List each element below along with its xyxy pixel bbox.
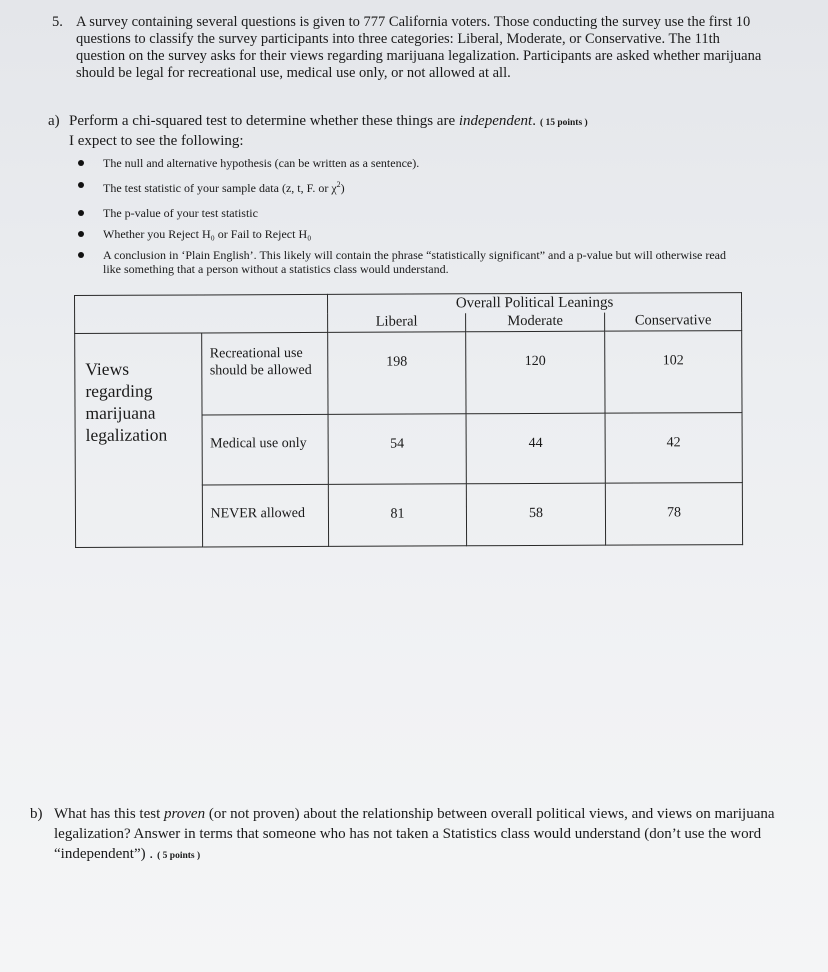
bullet-text: A conclusion in ‘Plain English’. This likely will contain the phrase “statistically significant” and a p-value but will otherwise read like something that a person without a statistics class would understand. <box>103 248 726 276</box>
question-number: 5. <box>52 14 63 30</box>
part-b-label: b) <box>30 806 43 822</box>
table-cell: 120 <box>466 331 605 414</box>
table-cell: 102 <box>605 331 742 414</box>
column-header-conservative: Conservative <box>605 312 742 332</box>
row-label: Medical use only <box>202 414 329 485</box>
part-b-emphasis: proven <box>163 806 206 822</box>
row-group-label: Views regarding marijuana legalization <box>75 333 202 548</box>
part-b-prompt: What has this test <box>54 806 164 822</box>
table-cell: 81 <box>328 484 466 547</box>
table-cell: 78 <box>605 483 742 546</box>
bullet-text-end: ) <box>340 181 345 195</box>
question-5 <box>52 14 762 82</box>
table-cell: 198 <box>328 332 466 415</box>
list-item <box>76 156 746 170</box>
column-header-moderate: Moderate <box>466 312 605 332</box>
part-b <box>30 804 820 866</box>
part-a-text <box>69 112 748 150</box>
part-a-points: ( 15 points ) <box>539 118 588 128</box>
bullet-text: The p-value of your test statistic <box>103 206 258 220</box>
bullet-icon <box>78 160 84 166</box>
table-corner-cell <box>75 294 328 333</box>
table-cell: 44 <box>466 413 605 484</box>
table-cell: 54 <box>328 414 466 485</box>
part-a-prompt-end: . <box>532 113 536 129</box>
bullet-text: The test statistic of your sample data (z, t, F. or χ <box>103 181 337 195</box>
list-item <box>76 227 746 241</box>
expectations-list <box>76 152 746 276</box>
contingency-table <box>74 292 743 548</box>
part-b-text <box>54 804 820 866</box>
part-a-expect: I expect to see the following: <box>69 133 244 149</box>
column-header-liberal: Liberal <box>328 313 466 333</box>
table-cell: 42 <box>605 413 742 484</box>
list-item <box>76 248 746 276</box>
part-a <box>48 112 748 150</box>
part-a-label: a) <box>48 113 60 129</box>
bullet-icon <box>78 252 84 258</box>
part-b-points: ( 5 points ) <box>157 851 201 861</box>
bullet-text: Whether you Reject H₀ or Fail to Reject H₀ <box>103 227 312 241</box>
row-label: NEVER allowed <box>202 484 329 547</box>
bullet-icon <box>78 210 84 216</box>
chi-squared-exponent: 2 <box>336 180 341 189</box>
part-a-emphasis: independent <box>458 113 533 129</box>
list-item <box>76 206 746 220</box>
bullet-icon <box>78 231 84 237</box>
bullet-icon <box>78 182 84 188</box>
table-cell: 58 <box>466 483 605 546</box>
list-item <box>76 178 746 195</box>
part-b-prompt-end: (or not proven) about the relationship between overall political views, and views on marijuana legalization? Answer in terms that someone who has not taken a Statistics class would understand (don’t use the word “independent”) . <box>54 806 775 862</box>
table-row <box>75 331 742 416</box>
bullet-text: The null and alternative hypothesis (can be written as a sentence). <box>103 156 420 170</box>
row-label: Recreational use should be allowed <box>201 332 328 415</box>
part-a-prompt: Perform a chi-squared test to determine whether these things are <box>69 113 459 129</box>
overall-header: Overall Political Leanings <box>327 293 741 314</box>
question-5-text: A survey containing several questions is given to 777 California voters. Those conducting the survey use the first 10 questions to classify the survey participants into three categories: Liberal, Moderate, or Conservative. The 11th question on the survey asks for their views regarding marijuana legalization. Participants are asked whether marijuana should be legal for recreational use, medical use only, or not allowed at all. <box>76 14 762 81</box>
